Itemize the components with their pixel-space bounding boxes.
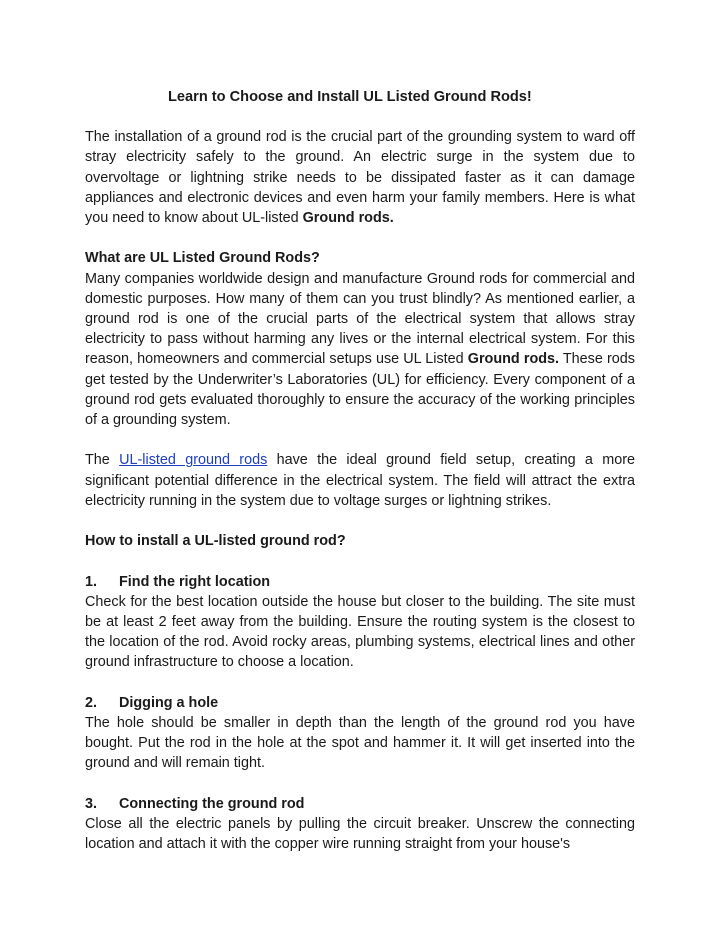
intro-bold-text: Ground rods. <box>302 210 394 227</box>
section1-bold-text: Ground rods. <box>467 351 560 368</box>
section-heading-how-to-install: How to install a UL-listed ground rod? <box>85 533 346 550</box>
section1-text-before: Many companies worldwide design and manufacture Ground rods for commercial and domestic purposes. How many of them can you trust blindly? As mentioned earlier, a ground rod is one of the crucial parts of the electrical system that allows stray electricity to pass without harming any lives or the internal electrical system. For this reason, homeowners and commercial setups use UL Listed <box>85 270 635 368</box>
section2-text: have the ideal ground field setup, creating a more significant potential difference in the electrical system. The field will attract the extra electricity running in the system due to voltage surges or lightning strikes. <box>85 452 635 509</box>
section2-paragraph <box>85 450 635 511</box>
step-3-text: Close all the electric panels by pulling the circuit breaker. Unscrew the connecting location and attach it with the copper wire running straight from your house's <box>85 816 635 853</box>
intro-paragraph <box>85 127 635 228</box>
step-2-number: 2. <box>85 694 98 711</box>
ul-listed-ground-rods-link[interactable]: UL-listed ground rods <box>119 452 268 469</box>
step-2-heading <box>85 693 635 713</box>
intro-text: The installation of a ground rod is the crucial part of the grounding system to ward off stray electricity safely to the ground. An electric surge in the system due to overvoltage or lightning strike needs to be dissipated faster as it can damage appliances and electronic devices and even harm your family members. Here is what you need to know about UL-listed <box>85 129 635 227</box>
step-3-title: Connecting the ground rod <box>119 795 305 812</box>
spacer <box>85 228 635 248</box>
step-1-heading <box>85 572 635 592</box>
step-1-number: 1. <box>85 573 98 590</box>
step-3-heading <box>85 794 635 814</box>
spacer <box>85 430 635 450</box>
spacer <box>85 551 635 571</box>
step-1-text: Check for the best location outside the house but closer to the building. The site must be at least 2 feet away from the building. Ensure the routing system is the closest to the location of the rod. Avoid rocky areas, plumbing systems, electrical lines and other ground infrastructure to choose a location. <box>85 593 635 671</box>
step-1-title: Find the right location <box>119 573 271 590</box>
spacer <box>85 673 635 693</box>
spacer <box>85 511 635 531</box>
section1-paragraph <box>85 269 635 431</box>
section1-text-after: These rods get tested by the Underwriter’s Laboratories (UL) for efficiency. Every component of a ground rod gets evaluated thoroughly to ensure the accuracy of the working principles of a grounding system. <box>85 351 635 429</box>
step-2-text: The hole should be smaller in depth than the length of the ground rod you have bought. Put the rod in the hole at the spot and hammer it. It will get inserted into the ground and will remain tight. <box>85 715 635 772</box>
step-2-title: Digging a hole <box>119 694 219 711</box>
document-body <box>85 87 635 854</box>
section-heading-what-are: What are UL Listed Ground Rods? <box>85 250 320 267</box>
page-title: Learn to Choose and Install UL Listed Ground Rods! <box>168 89 532 105</box>
section2-prefix: The <box>85 452 120 469</box>
step-3-number: 3. <box>85 795 98 812</box>
spacer <box>85 774 635 794</box>
